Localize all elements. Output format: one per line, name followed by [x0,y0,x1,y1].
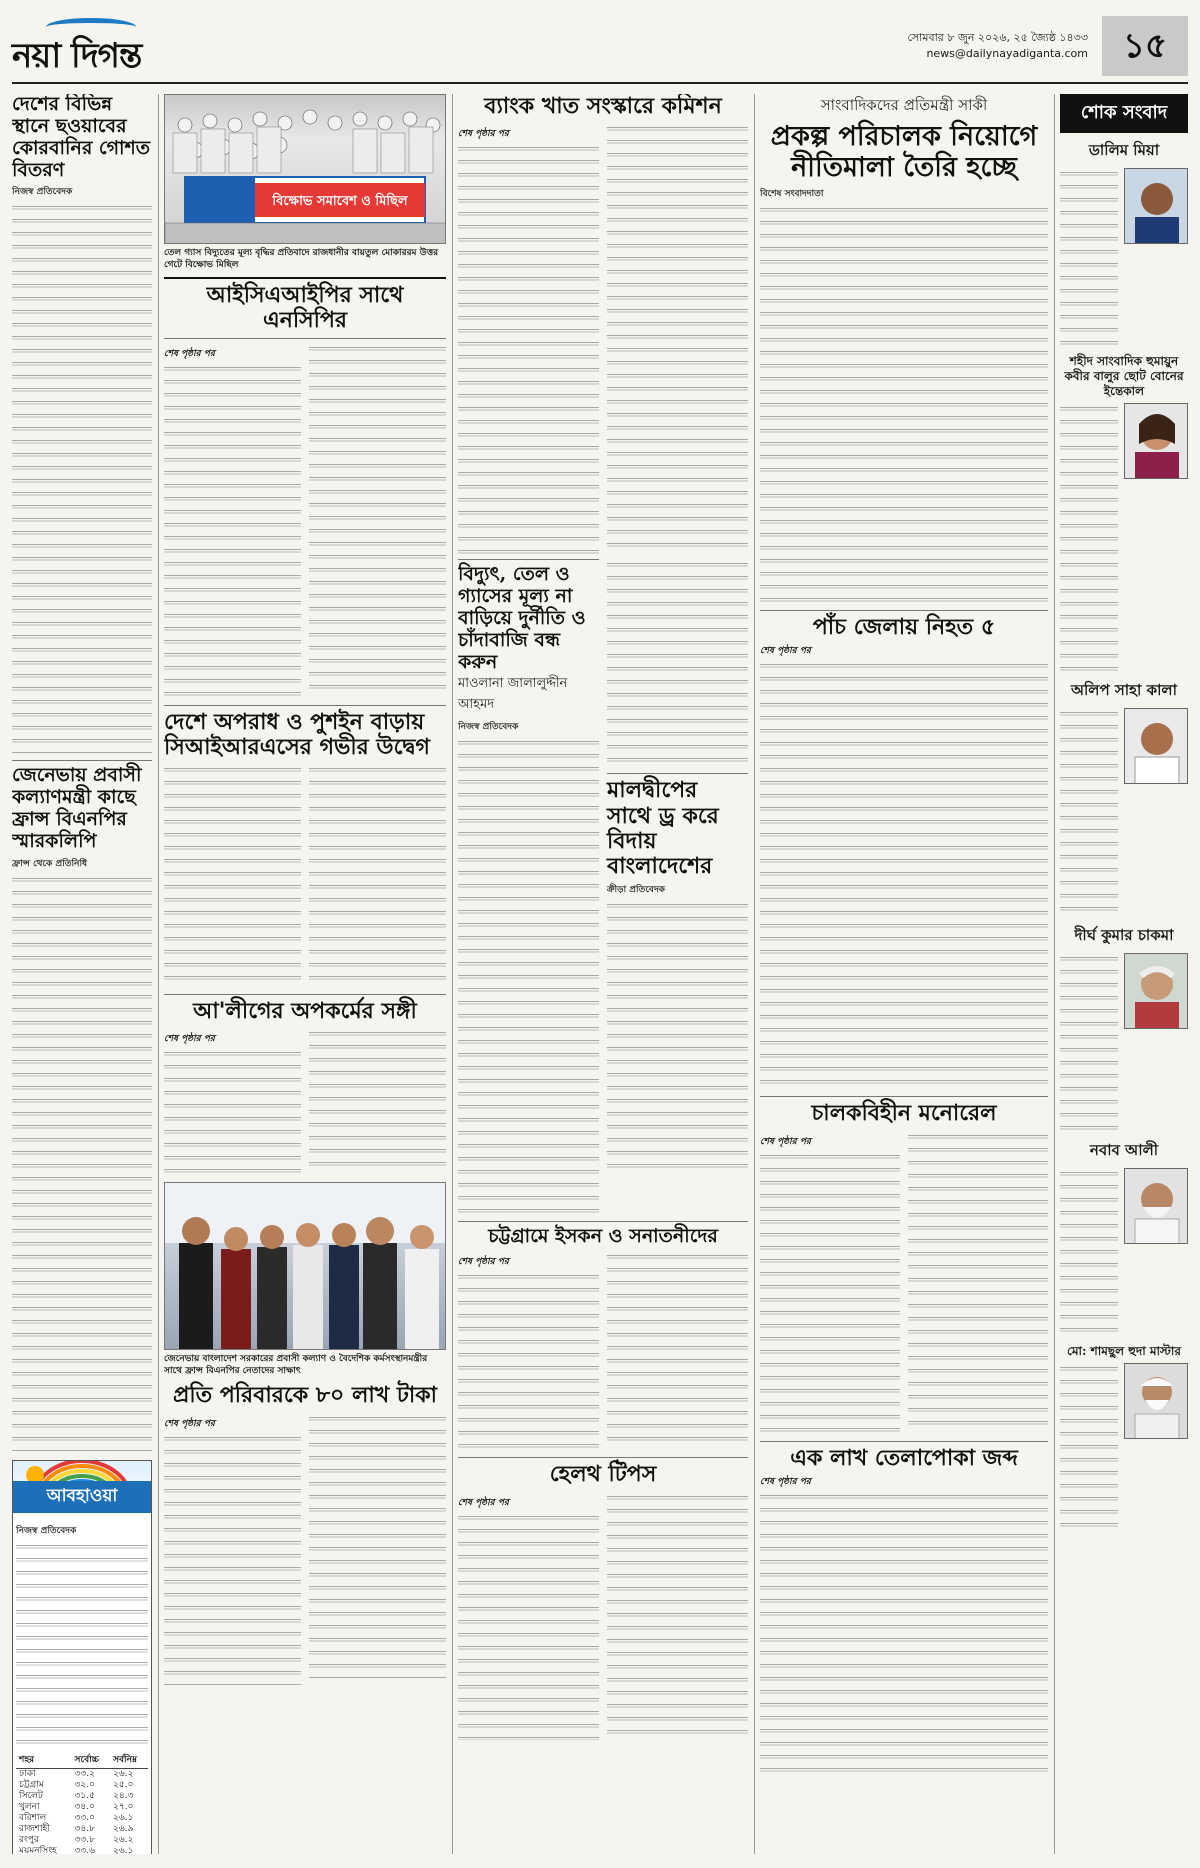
story-body [309,764,446,988]
story-body [12,874,152,1452]
continued-label: শেষ পৃষ্ঠার পর [164,1418,215,1429]
column-divider [452,94,453,1854]
temperature-cell: সিলেট [19,1790,43,1801]
obituary-entry [1060,679,1188,918]
story-body [607,900,748,1170]
story-body [458,737,599,1215]
obituary-entry [1060,354,1188,673]
temperature-cell: ৩১.৫ [74,1790,95,1801]
rally-photo[interactable] [164,94,446,244]
temperature-cell: ৩৩.৬ [74,1845,95,1854]
story-headline[interactable]: এক লাখ তেলাপোকা জব্দ [790,1444,1018,1471]
story-body [164,1048,301,1176]
story-headline[interactable]: মালদ্বীপের সাথে ড্র করে বিদায় বাংলাদেশের [607,777,719,880]
temperature-cell: বরিশাল [19,1812,47,1823]
temperature-cell: ৩৪.০ [74,1801,95,1812]
column-divider [754,94,755,1854]
obituary-name[interactable]: শহীদ সাংবাদিক হুমায়ুন কবীর বালুর ছোট বোনের ইন্তেকাল [1064,354,1184,398]
portrait-photo [1124,708,1188,784]
continued-label: শেষ পৃষ্ঠার পর [760,646,811,657]
weather-header [13,1461,151,1517]
continued-label: শেষ পৃষ্ঠার পর [458,1497,509,1508]
temperature-cell: ৩৪.৮ [74,1823,95,1834]
photo-caption: তেল গ্যাস বিদ্যুতের মূল্য বৃদ্ধির প্রতিবাদে রাজধানীর বায়তুল মোকাররম উত্তর গেটে বিক্ষোভ মিছিল [164,248,439,270]
temp-col-max: সর্বোচ্চ [72,1751,111,1769]
column-5 [1060,94,1188,1854]
continued-label: শেষ পৃষ্ঠার পর [164,1034,215,1045]
story-body [760,660,1048,1090]
obituary-name[interactable]: নবাব আলী [1089,1141,1159,1159]
story-headline[interactable]: বিদ্যুৎ, তেল ও গ্যাসের মূল্য না বাড়িয়ে দুর্নীতি ও চাঁদাবাজি বন্ধ করুন [458,563,586,673]
obituary-name[interactable]: ডালিম মিয়া [1088,141,1160,159]
banner-text: বিক্ষোভ সমাবেশ ও মিছিল [272,194,408,209]
temperature-cell: ২৬.২ [113,1768,134,1779]
temperature-cell: খুলনা [19,1801,40,1812]
story-byline: নিজস্ব প্রতিবেদক [12,187,73,198]
temperature-cell: ময়মনসিংহ [19,1845,57,1854]
story-kicker: মাওলানা জালালুদ্দীন আহমদ [458,675,568,712]
story-headline[interactable]: চট্টগ্রামে ইসকন ও সনাতনীদের [488,1224,718,1247]
table-row [16,1824,148,1835]
story-byline: ফ্রান্স থেকে প্রতিনিধি [12,858,88,869]
temp-col-min: সর্বনিম্ন [110,1751,148,1769]
table-row [16,1780,148,1791]
continued-label: শেষ পৃষ্ঠার পর [458,1257,509,1268]
story-headline[interactable]: আ'লীগের অপকর্মের সঙ্গী [193,998,417,1025]
obituary-body [1060,1168,1118,1338]
obituary-name[interactable]: দীর্ঘ কুমার চাকমা [1074,926,1174,944]
story-headline[interactable]: ব্যাংক খাত সংস্কারে কমিশন [484,94,722,119]
obituary-section-title: শোক সংবাদ [1060,94,1188,133]
story-headline[interactable]: পাঁচ জেলায় নিহত ৫ [812,614,996,641]
meeting-photo[interactable] [164,1182,446,1350]
story-headline[interactable]: আইসিএআইপির সাথে এনসিপির [206,282,404,334]
temperature-cell: ২৫.০ [113,1779,134,1790]
table-row [16,1835,148,1846]
story-headline[interactable]: দেশে অপরাধ ও পুশইন বাড়ায় সিআইআরএসের গভীর উদ্বেগ [164,708,430,760]
obituary-body [1060,403,1118,673]
continued-label: শেষ পৃষ্ঠার পর [760,1136,811,1147]
weather-body [16,1541,148,1751]
obituary-body [1060,168,1118,348]
masthead [12,16,1188,84]
weather-title: আবহাওয়া [13,1481,151,1513]
story-body [309,343,446,693]
column-4 [760,94,1048,1854]
table-row [16,1802,148,1813]
temperature-cell: রংপুর [19,1834,39,1845]
story-body [458,1271,599,1451]
column-1 [12,94,152,1854]
portrait-photo [1124,953,1188,1029]
issue-date: সোমবার ৮ জুন ২০২৬, ২৫ জ্যৈষ্ঠ ১৪৩৩ [907,31,1088,44]
temp-col-city: শহর [16,1751,72,1769]
story-title-box [164,277,446,339]
obituary-body [1060,953,1118,1133]
story-body [458,1512,599,1740]
temperature-cell: ৩৩.২ [74,1768,95,1779]
story-body [164,363,301,699]
column-2 [164,94,446,1854]
story-body [760,1151,900,1435]
obituary-entry [1060,1139,1188,1338]
temperature-cell: ২৬.১ [113,1812,134,1823]
temperature-cell: ২৪.৩ [113,1790,134,1801]
logo-text: নয়া দিগন্ত [12,36,142,76]
story-byline: ক্রীড়া প্রতিবেদক [607,885,665,896]
story-headline[interactable]: জেনেভায় প্রবাসী কল্যাণমন্ত্রী কাছে ফ্রান্স বিএনপির স্মারকলিপি [12,764,142,852]
story-headline[interactable]: হেলথ টিপস [549,1461,657,1488]
portrait-photo [1124,1363,1188,1439]
date-block [907,30,1088,62]
portrait-photo [1124,168,1188,244]
story-body [12,202,152,754]
column-3 [458,94,748,1854]
people-image [165,1183,446,1350]
temperature-cell: চট্টগ্রাম [19,1779,44,1790]
temperature-cell: রাজশাহী [19,1823,50,1834]
continued-label: শেষ পৃষ্ঠার পর [164,348,215,359]
temperature-cell: ২৬.২ [113,1834,134,1845]
temperature-cell: ঢাকা [19,1768,36,1779]
continued-label: শেষ পৃষ্ঠার পর [760,1476,811,1487]
temperature-table [16,1751,148,1854]
story-byline: নিজস্ব প্রতিবেদক [458,721,519,732]
temperature-cell: ৩৩.০ [74,1812,95,1823]
obituary-entry [1060,924,1188,1133]
story-body [607,123,748,549]
story-body [164,1433,301,1685]
portrait-photo [1124,403,1188,479]
story-body [309,1413,446,1679]
story-body [908,1131,1048,1429]
temperature-cell: ২৬.১ [113,1845,134,1854]
story-body [458,143,599,555]
obituary-entry [1060,1344,1188,1533]
temperature-cell: ৩২.০ [74,1779,95,1790]
story-body [760,1491,1048,1781]
column-divider [158,94,159,1854]
story-body [607,1251,748,1445]
obituary-body [1060,708,1118,918]
portrait-photo [1124,1168,1188,1244]
weather-box [12,1460,152,1854]
contact-email[interactable]: news@dailynayadiganta.com [926,47,1088,60]
temperature-cell: ৩৩.৮ [74,1834,95,1845]
story-byline: বিশেষ সংবাদদাতা [760,189,824,200]
table-row [16,1791,148,1802]
column-divider [1054,94,1055,1854]
obituary-name[interactable]: অলিপ সাহা কালা [1071,681,1177,699]
continued-label: শেষ পৃষ্ঠার পর [458,129,509,140]
table-row [16,1846,148,1854]
story-body [760,204,1048,604]
story-body [607,559,748,769]
story-kicker: সাংবাদিকদের প্রতিমন্ত্রী সাকী [820,96,988,114]
table-row [16,1813,148,1824]
page-number: ১৫ [1102,16,1188,76]
weather-byline: নিজস্ব প্রতিবেদক [16,1525,77,1536]
obituary-body [1060,1363,1118,1533]
story-body [607,1492,748,1734]
table-row [16,1768,148,1780]
temperature-cell: ২৭.০ [113,1801,134,1812]
photo-caption: জেনেভায় বাংলাদেশ সরকারের প্রবাসী কল্যাণ ও বৈদেশিক কর্মসংস্থানমন্ত্রীর সাথে ফ্রান্স বিএনপির নেতাদের সাক্ষাৎ [164,1354,428,1377]
obituary-name[interactable]: মো: শামছুল হুদা মাস্টার [1067,1344,1181,1358]
newspaper-logo[interactable] [12,18,182,78]
story-body [164,764,301,988]
story-headline[interactable]: প্রকল্প পরিচালক নিয়োগে নীতিমালা তৈরি হচ্ছে [770,121,1038,184]
story-headline[interactable]: দেশের বিভিন্ন স্থানে ছওয়াবের কোরবানির গোশত বিতরণ [12,94,151,181]
obituary-entry [1060,139,1188,348]
story-body [309,1028,446,1170]
story-headline[interactable]: প্রতি পরিবারকে ৮০ লাখ টাকা [172,1382,438,1409]
story-headline[interactable]: চালকবিহীন মনোরেল [811,1100,997,1127]
temperature-cell: ২৬.৯ [113,1823,134,1834]
crowd-image [165,95,446,244]
